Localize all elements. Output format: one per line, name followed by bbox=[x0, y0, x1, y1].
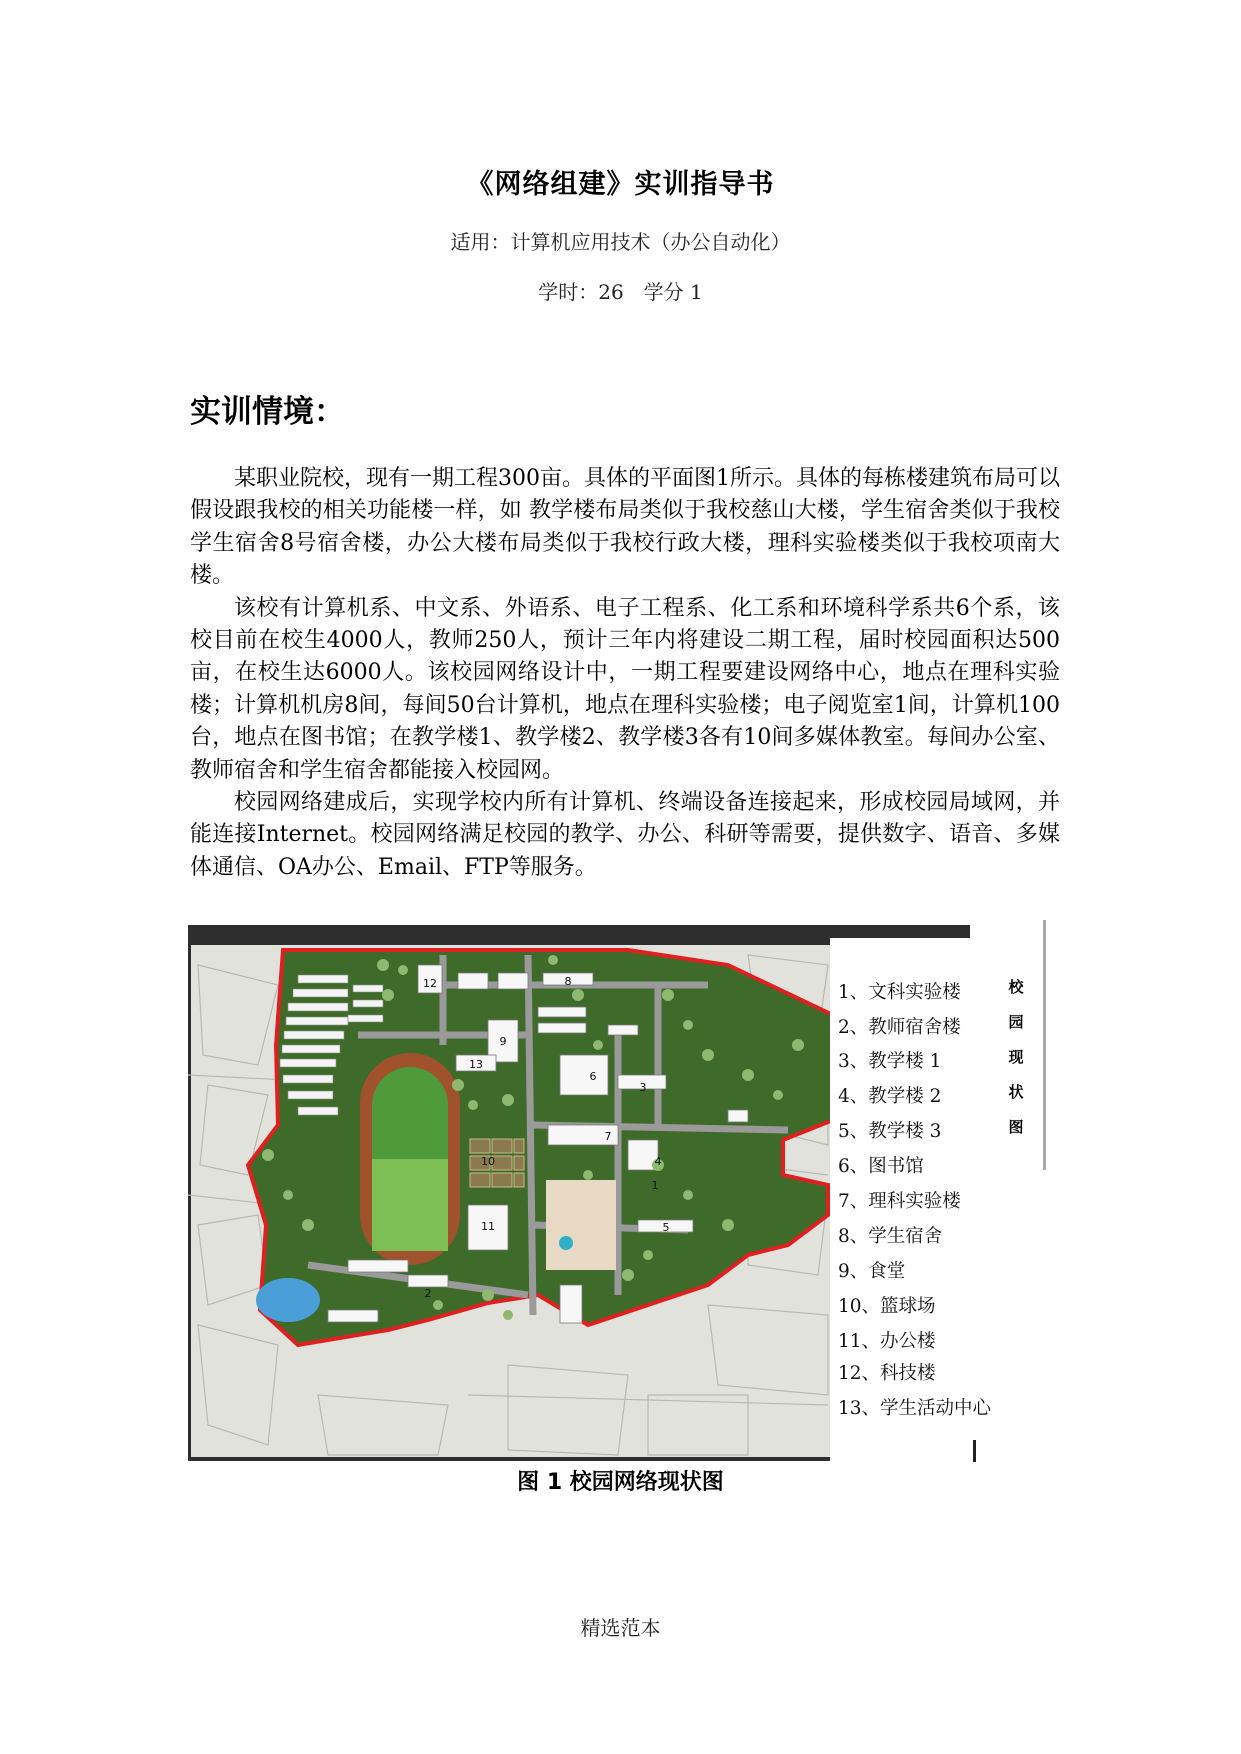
legend-item: 3、教学楼 1 bbox=[838, 1051, 942, 1072]
central-plaza bbox=[546, 1180, 616, 1270]
map-label: 9 bbox=[499, 1035, 507, 1048]
legend-item: 12、科技楼 bbox=[838, 1363, 936, 1384]
legend-item: 7、理科实验楼 bbox=[838, 1191, 961, 1212]
fountain bbox=[559, 1236, 573, 1250]
legend-item: 8、学生宿舍 bbox=[838, 1226, 943, 1247]
map-side-title: 校园现状图 bbox=[1008, 978, 1024, 1136]
legend-item: 13、学生活动中心 bbox=[838, 1398, 992, 1419]
map-label: 10 bbox=[481, 1155, 495, 1168]
map-label: 5 bbox=[662, 1221, 670, 1234]
map-label: 13 bbox=[469, 1058, 483, 1071]
hours-credits: 学时：26 学分 1 bbox=[538, 280, 703, 304]
map-label: 2 bbox=[424, 1287, 432, 1300]
map-label: 11 bbox=[481, 1220, 495, 1233]
legend-item: 2、教师宿舍楼 bbox=[838, 1017, 961, 1038]
map-label: 1 bbox=[651, 1179, 659, 1192]
figure-caption: 图 1 校园网络现状图 bbox=[517, 1470, 724, 1495]
legend-item: 6、图书馆 bbox=[838, 1156, 924, 1177]
map-label: 12 bbox=[423, 977, 437, 990]
section-heading: 实训情境： bbox=[190, 394, 345, 430]
map-label: 7 bbox=[604, 1130, 612, 1143]
field-half bbox=[372, 1159, 448, 1251]
paragraph: 某职业院校，现有一期工程300亩。具体的平面图1所示。具体的每栋楼建筑布局可以假设跟我校的相关功能楼一样，如 教学楼布局类似于我校慈山大楼，学生宿舍类似于我校学生宿舍8号宿舍楼，办公大楼布局类似于我校行政大楼，理科实验楼类似于我校项南大楼。 bbox=[190, 466, 1060, 589]
map-legend bbox=[830, 938, 992, 1463]
basketball-courts bbox=[470, 1139, 524, 1187]
section-body bbox=[190, 463, 1060, 884]
document-title: 《网络组建》实训指导书 bbox=[466, 169, 775, 200]
legend-item: 11、办公楼 bbox=[838, 1331, 936, 1352]
legend-item: 4、教学楼 2 bbox=[838, 1086, 942, 1107]
map-label: 4 bbox=[654, 1155, 662, 1168]
legend-item: 1、文科实验楼 bbox=[838, 982, 961, 1003]
paragraph: 校园网络建成后，实现学校内所有计算机、终端设备连接起来，形成校园局域网，并能连接Internet。校园网络满足校园的教学、办公、科研等需要，提供数字、语音、多媒体通信、OA办公、Email、FTP等服务。 bbox=[190, 790, 1060, 880]
map-label: 8 bbox=[564, 975, 572, 988]
side-divider bbox=[1043, 920, 1046, 1170]
page-footer: 精选范本 bbox=[580, 1616, 661, 1640]
map-label: 6 bbox=[589, 1070, 597, 1083]
applicable-program: 适用：计算机应用技术（办公自动化） bbox=[450, 230, 791, 254]
legend-item: 10、篮球场 bbox=[838, 1296, 936, 1317]
lake bbox=[256, 1278, 320, 1322]
figure-edge-divider bbox=[973, 1440, 976, 1462]
legend-item: 5、教学楼 3 bbox=[838, 1121, 942, 1142]
map-label: 3 bbox=[639, 1081, 647, 1094]
paragraph: 该校有计算机系、中文系、外语系、电子工程系、化工系和环境科学系共6个系，该校目前在校生4000人，教师250人，预计三年内将建设二期工程，届时校园面积达500亩，在校生达6000人。该校园网络设计中，一期工程要建设网络中心，地点在理科实验楼；计算机机房8间，每间50台计算机，地点在理科实验楼；电子阅览室1间，计算机100台，地点在图书馆；在教学楼1、教学楼2、教学楼3各有10间多媒体教室。每间办公室、教师宿舍和学生宿舍都能接入校园网。 bbox=[190, 595, 1060, 783]
legend-item: 9、食堂 bbox=[838, 1261, 906, 1282]
